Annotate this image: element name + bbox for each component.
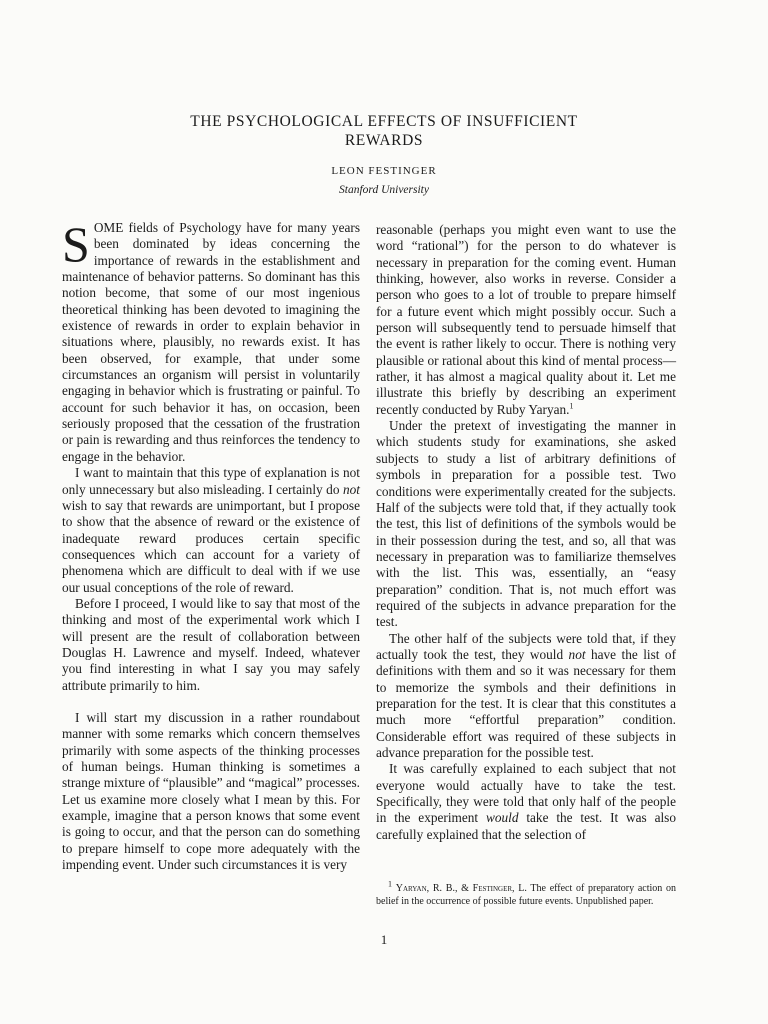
footnote-marker: 1 bbox=[388, 879, 392, 889]
footnote-reference[interactable]: 1 bbox=[569, 401, 574, 411]
drop-cap: S bbox=[62, 216, 90, 272]
title-line-1: THE PSYCHOLOGICAL EFFECTS OF INSUFFICIENT bbox=[190, 113, 578, 130]
left-column bbox=[62, 216, 360, 873]
emphasis: not bbox=[568, 646, 586, 662]
paragraph: The other half of the subjects were told that, if they actually took the test, they would not have the list of definitions with them and so it was necessary for them to memorize the symbols and their definitions in preparation for the test. It is clear that this constitutes a much more “effortful preparation” condition. Considerable effort was required of these subjects in advance preparation for the possible test. bbox=[376, 630, 676, 760]
paper-title bbox=[0, 112, 768, 150]
footnote-authors: Yaryan, R. B., & Festinger, L. bbox=[395, 883, 527, 894]
paragraph: Under the pretext of investigating the manner in which students study for examinations, she asked subjects to study a list of arbitrary definitions of symbols in preparation for a possible test. Two conditions were experimentally created for the subjects. Half of the subjects were told that, if they actually took the test, this list of definitions of the symbols would be in their possession during the test, and so, all that was necessary in preparation was to familiarize themselves with the list. This was, essentially, an “easy preparation” condition. That is, not much effort was required of the subjects in advance preparation for the test. bbox=[376, 418, 676, 630]
title-line-2: REWARDS bbox=[344, 132, 424, 149]
footnote-text: The effect of preparatory action on belief in the occurrence of possible future events. Unpublished paper. bbox=[376, 883, 676, 908]
page-number: 1 bbox=[380, 932, 388, 947]
paragraph: I will start my discussion in a rather roundabout manner with some remarks which concern themselves primarily with some aspects of the thinking processes of human beings. Human thinking is sometimes a strange mixture of “plausible” and “magical” processes. Let us examine more closely what I mean by this. For example, imagine that a person knows that some event is going to occur, and that the person can do something to prepare himself to cope more adequately with the impending event. Under such circumstances it is very bbox=[62, 709, 360, 873]
emphasis: would bbox=[485, 810, 519, 826]
right-column bbox=[376, 222, 676, 843]
paragraph-text: OME fields of Psychology have for many years been dominated by ideas concerning the importance of rewards in the establishment and maintenance of behavior patterns. So dominant has this notion become, that some of our most ingenious theoretical thinking has been devoted to imagining the existence of rewards in order to explain behavior in situations where, plausibly, no rewards exist. It has been observed, for example, that under some circumstances an organism will persist in voluntarily engaging in behavior which is frustrating or painful. To account for such behavior it has, on occasion, been seriously proposed that the cessation of the frustration or pain is rewarding and thus reinforces the tendency to engage in the behavior. bbox=[62, 220, 360, 464]
footnote bbox=[376, 879, 676, 909]
paragraph bbox=[62, 216, 360, 465]
paragraph: I want to maintain that this type of explanation is not only unnecessary but also misleading. I certainly do not wish to say that rewards are unimportant, but I propose to show that the absence of reward or the existence of inadequate reward produces certain specific consequences which can account for a variety of phenomena which are difficult to deal with if we use our usual conceptions of the role of reward. bbox=[62, 465, 360, 595]
author-affiliation: Stanford University bbox=[339, 184, 429, 196]
author-name: LEON FESTINGER bbox=[331, 165, 437, 177]
paragraph: Before I proceed, I would like to say that most of the thinking and most of the experimental work which I will present are the result of collaboration between Douglas H. Lawrence and myself. Indeed, whatever you find interesting in what I say you may safely attribute primarily to him. bbox=[62, 595, 360, 693]
emphasis: not bbox=[343, 481, 360, 497]
paragraph: reasonable (perhaps you might even want to use the word “rational”) for the person to do whatever is necessary in preparation for the coming event. Human thinking, however, also works in reverse. Consider a person who goes to a lot of trouble to prepare himself for a future event which might possibly occur. Such a person will subsequently tend to persuade himself that the event is rather likely to occur. There is nothing very plausible or rational about this kind of mental process—rather, it has almost a magical quality about it. Let me illustrate this briefly by describing an experiment recently conducted by Ruby Yaryan.$^1$ bbox=[376, 222, 676, 417]
paragraph: It was carefully explained to each subject that not everyone would actually have to take the test. Specifically, they were told that only half of the people in the experiment would take the test. It was also carefully explained that the selection of bbox=[376, 761, 676, 842]
